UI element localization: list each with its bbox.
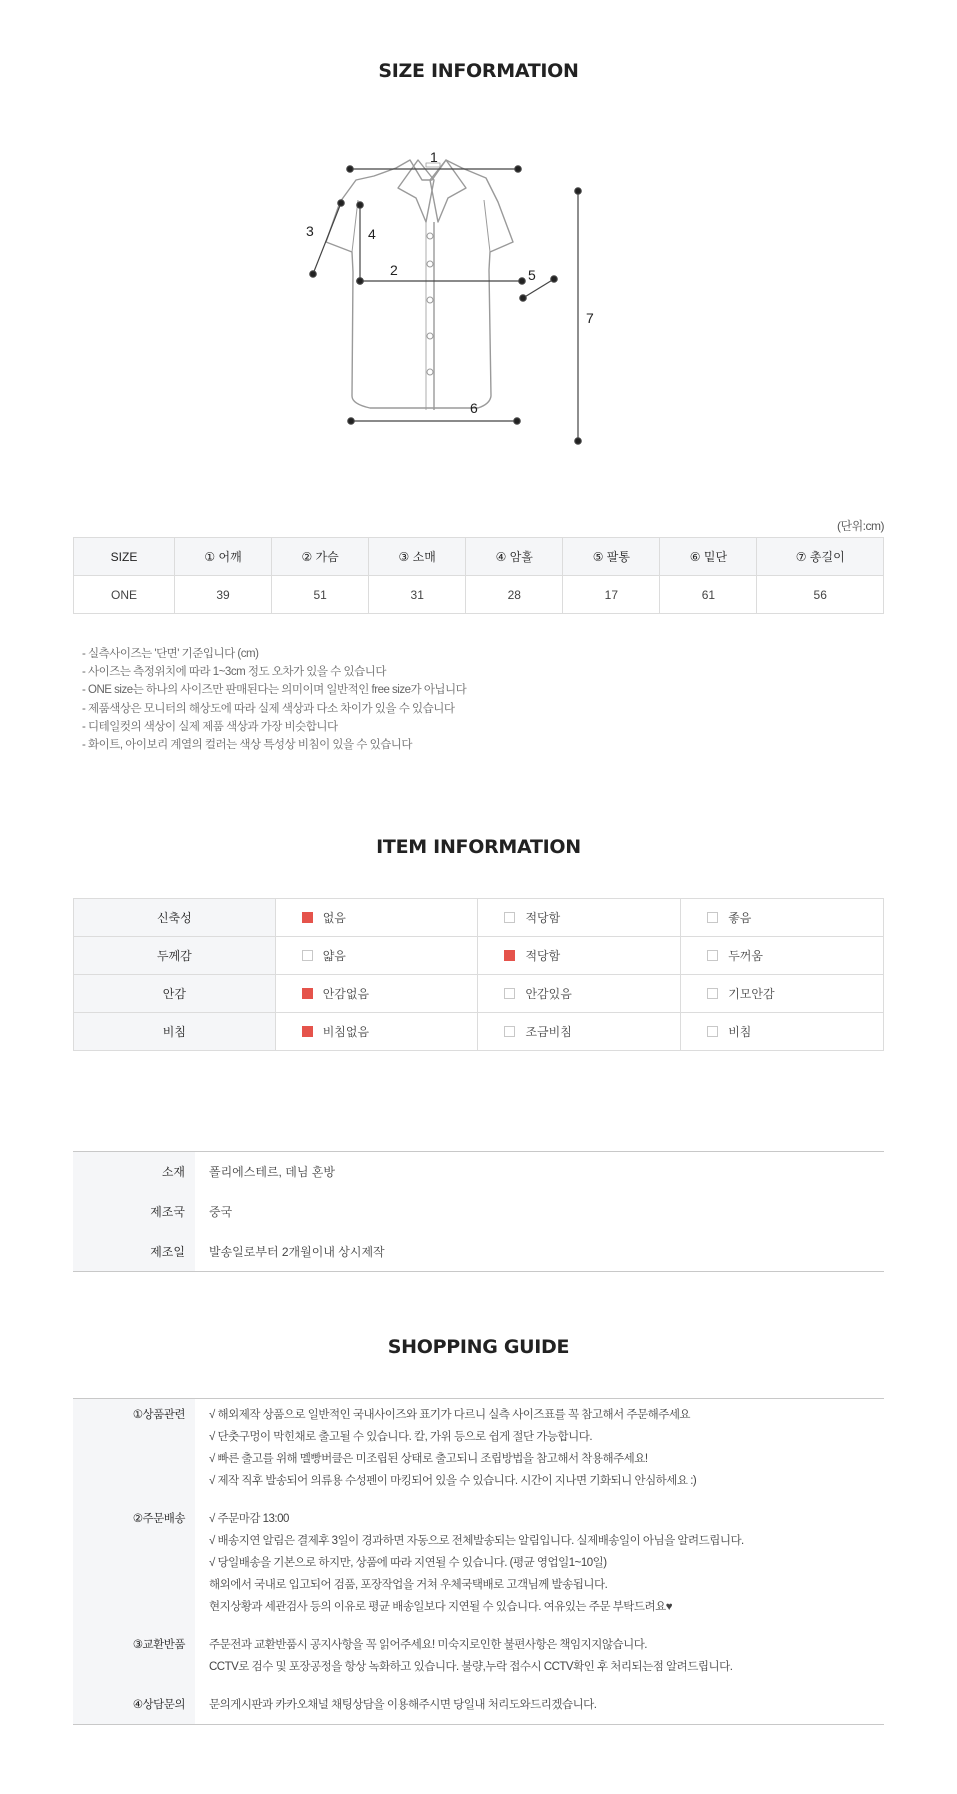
item-option-label: 없음 [322, 911, 346, 925]
item-option [275, 899, 478, 937]
shopping-guide-table [73, 1398, 884, 1725]
unchecked-box-icon [302, 950, 313, 961]
item-option [681, 899, 884, 937]
size-cell: 31 [369, 576, 466, 614]
guide-line: √ 제작 직후 발송되어 의류용 수성펜이 마킹되어 있을 수 있습니다. 시간이 지나면 기화되니 안심하세요 :) [209, 1475, 697, 1487]
size-header-cell: ④ 암홀 [466, 538, 563, 576]
size-header-cell: ⑦ 총길이 [757, 538, 884, 576]
checked-box-icon [302, 912, 313, 923]
guide-section-title: SHOPPING GUIDE [387, 1336, 570, 1358]
guide-line: √ 주문마감 13:00 [209, 1513, 289, 1525]
note-item: - 사이즈는 측정위치에 따라 1~3cm 정도 오차가 있을 수 있습니다 [82, 666, 386, 679]
guide-line: CCTV로 검수 및 포장공정을 항상 녹화하고 있습니다. 불량,누락 접수시 CCTV확인 후 처리되는점 알려드립니다. [209, 1661, 733, 1673]
unchecked-box-icon [504, 1026, 515, 1037]
guide-content [195, 1694, 884, 1725]
unchecked-box-icon [707, 950, 718, 961]
size-cell: 51 [272, 576, 369, 614]
guide-label-text: ①상품관련 [132, 1409, 185, 1421]
checked-box-icon [302, 988, 313, 999]
origin-label: 제조국 [73, 1192, 195, 1232]
unchecked-box-icon [707, 912, 718, 923]
table-row [74, 1013, 884, 1051]
guide-label-text: ②주문배송 [132, 1513, 185, 1525]
material-label: 소재 [73, 1152, 195, 1192]
item-option-label: 비침 [728, 1025, 752, 1039]
diagram-label-5: 5 [528, 267, 536, 283]
shirt-size-diagram [306, 140, 630, 460]
item-option-label: 적당함 [525, 949, 561, 963]
guide-line: 해외에서 국내로 입고되어 검품, 포장작업을 거쳐 우체국택배로 고객님께 발송됩니다. [209, 1579, 608, 1591]
manufacture-date-value: 발송일로부터 2개월이내 상시제작 [209, 1244, 385, 1259]
item-option-label: 얇음 [322, 949, 346, 963]
guide-line: √ 당일배송을 기본으로 하지만, 상품에 따라 지연될 수 있습니다. (평균 영업일1~10일) [209, 1557, 607, 1569]
item-option-label: 조금비침 [525, 1025, 572, 1039]
guide-line: √ 배송지연 알림은 결제후 3일이 경과하면 자동으로 전체발송되는 알림입니다. 실제배송일이 아님을 알려드립니다. [209, 1535, 744, 1547]
table-row [73, 1634, 884, 1694]
guide-line: √ 빠른 출고를 위해 멜빵버클은 미조립된 상태로 출고되니 조립방법을 참고해서 착용해주세요! [209, 1453, 648, 1465]
guide-line: 현지상황과 세관검사 등의 이유로 평균 배송일보다 지연될 수 있습니다. 여유있는 주문 부탁드려요♥ [209, 1601, 673, 1613]
table-row [74, 576, 884, 614]
checked-box-icon [504, 950, 515, 961]
size-cell: 56 [757, 576, 884, 614]
item-option [275, 1013, 478, 1051]
size-header-cell: ③ 소매 [369, 538, 466, 576]
item-option-label: 좋음 [728, 911, 752, 925]
item-option [478, 899, 681, 937]
note-item: - 화이트, 아이보리 계열의 컬러는 색상 특성상 비침이 있을 수 있습니다 [82, 739, 413, 752]
item-option [478, 975, 681, 1013]
unchecked-box-icon [707, 988, 718, 999]
diagram-label-2: 2 [390, 262, 398, 278]
item-option-label: 안감없음 [322, 987, 370, 1001]
item-option-label: 두꺼움 [728, 949, 763, 963]
material-table [73, 1151, 884, 1272]
unchecked-box-icon [707, 1026, 718, 1037]
note-item: - 디테일컷의 색상이 실제 제품 색상과 가장 비슷합니다 [82, 720, 338, 733]
item-section-title: ITEM INFORMATION [376, 836, 581, 858]
diagram-label-1: 1 [430, 149, 438, 165]
guide-content [195, 1634, 884, 1694]
size-cell: 39 [175, 576, 272, 614]
guide-label-text: ④상담문의 [132, 1699, 185, 1711]
diagram-label-7: 7 [586, 310, 594, 326]
guide-label [73, 1399, 195, 1509]
size-header-cell: ⑤ 팔통 [563, 538, 660, 576]
checked-box-icon [302, 1026, 313, 1037]
table-row [73, 1192, 884, 1232]
unchecked-box-icon [504, 912, 515, 923]
item-attribute-label: 신축성 [74, 899, 276, 937]
guide-content [195, 1399, 884, 1509]
guide-content [195, 1508, 884, 1634]
guide-label [73, 1508, 195, 1634]
item-option-label: 비침없음 [322, 1025, 370, 1039]
table-row [74, 899, 884, 937]
table-row [74, 937, 884, 975]
size-section-title: SIZE INFORMATION [378, 60, 579, 82]
table-row [73, 1152, 884, 1192]
guide-label [73, 1694, 195, 1725]
item-attribute-label: 안감 [74, 975, 276, 1013]
note-item: - 제품색상은 모니터의 해상도에 따라 실제 색상과 다소 차이가 있을 수 있습니다 [82, 702, 455, 715]
item-option [478, 1013, 681, 1051]
item-option [478, 937, 681, 975]
size-table-header [74, 538, 884, 576]
unit-label: (단위:cm) [836, 519, 884, 533]
item-attribute-label: 두께감 [74, 937, 276, 975]
size-header-cell: ② 가슴 [272, 538, 369, 576]
item-option [681, 1013, 884, 1051]
size-header-cell: ① 어깨 [175, 538, 272, 576]
size-cell: ONE [74, 576, 175, 614]
item-option [275, 937, 478, 975]
size-header-cell: ⑥ 밑단 [660, 538, 757, 576]
unchecked-box-icon [504, 988, 515, 999]
origin-value: 중국 [209, 1205, 233, 1219]
item-info-table [73, 898, 884, 1051]
diagram-label-4: 4 [368, 226, 376, 242]
size-header-cell: SIZE [74, 538, 175, 576]
size-cell: 17 [563, 576, 660, 614]
table-row [73, 1508, 884, 1634]
item-option-label: 기모안감 [728, 987, 775, 1001]
manufacture-date-label: 제조일 [73, 1232, 195, 1272]
item-attribute-label: 비침 [74, 1013, 276, 1051]
item-option [681, 975, 884, 1013]
item-option-label: 적당함 [525, 911, 561, 925]
item-option [681, 937, 884, 975]
guide-line: 문의게시판과 카카오채널 채팅상담을 이용해주시면 당일내 처리도와드리겠습니다. [209, 1699, 597, 1711]
material-value: 폴리에스테르, 데님 혼방 [209, 1165, 335, 1180]
item-option [275, 975, 478, 1013]
guide-line: √ 해외제작 상품으로 일반적인 국내사이즈와 표기가 다르니 실측 사이즈표를 꼭 참고해서 주문해주세요 [209, 1409, 691, 1421]
item-option-label: 안감있음 [525, 987, 572, 1001]
diagram-label-6: 6 [470, 400, 478, 416]
note-item: - 실측사이즈는 '단면' 기준입니다 (cm) [82, 648, 259, 660]
size-cell: 61 [660, 576, 757, 614]
note-item: - ONE size는 하나의 사이즈만 판매된다는 의미이며 일반적인 free size가 아닙니다 [82, 684, 467, 697]
guide-line: 주문전과 교환반품시 공지사항을 꼭 읽어주세요! 미숙지로인한 불편사항은 책임지지않습니다. [209, 1639, 648, 1651]
table-row [73, 1399, 884, 1509]
size-notes [82, 645, 466, 754]
table-row [73, 1694, 884, 1725]
guide-label-text: ③교환반품 [132, 1639, 185, 1651]
size-cell: 28 [466, 576, 563, 614]
guide-line: √ 단춧구멍이 막힌채로 출고될 수 있습니다. 칼, 가위 등으로 쉽게 절단 가능합니다. [209, 1431, 593, 1443]
size-table [73, 537, 884, 614]
diagram-label-3: 3 [306, 223, 314, 239]
table-row [73, 1232, 884, 1272]
guide-label [73, 1634, 195, 1694]
table-row [74, 975, 884, 1013]
